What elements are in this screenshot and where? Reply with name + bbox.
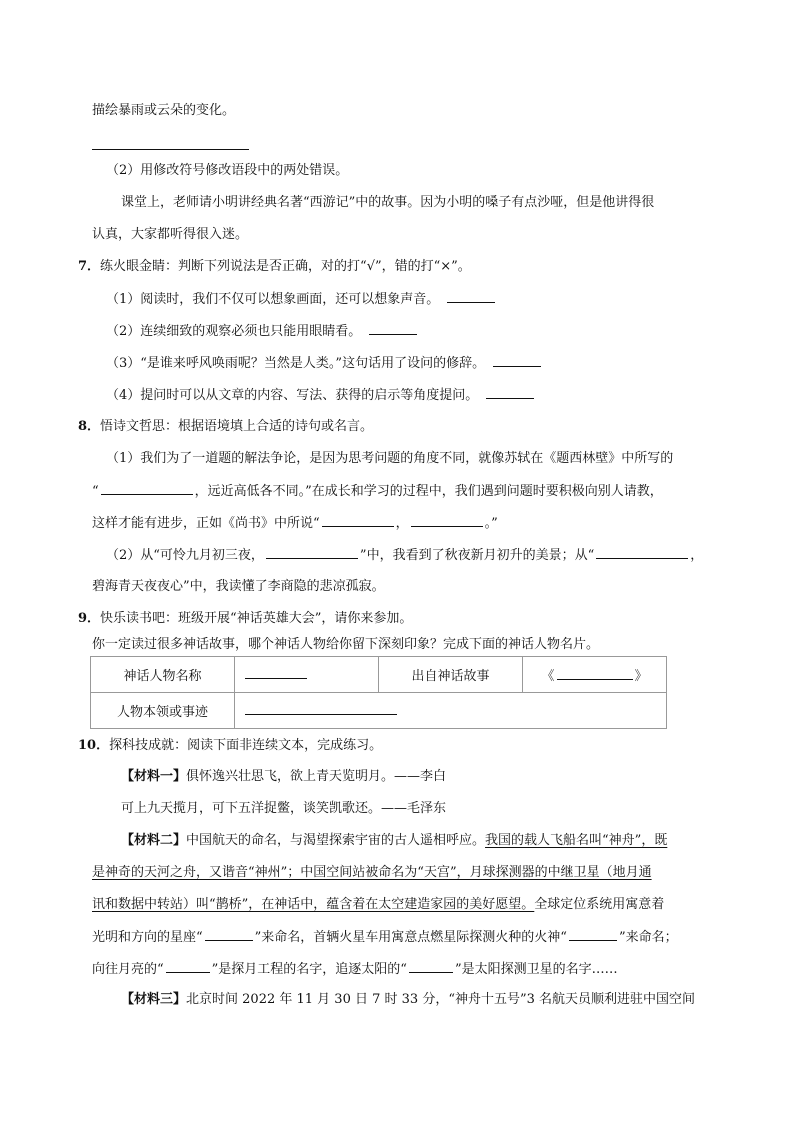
answer-blank[interactable] xyxy=(486,386,534,399)
text: 这样才能有进步，正如《尚书》中所说“ xyxy=(92,516,320,531)
text: 北京时间 2022 年 11 月 30 日 7 时 33 分，“神舟十五号”3 名航天员顺利进驻中国空间 xyxy=(186,992,696,1007)
answer-blank[interactable] xyxy=(411,514,483,527)
item-text: （1）阅读时，我们不仅可以想象画面，还可以想象声音。 xyxy=(106,292,440,307)
text: 俱怀逸兴壮思飞，欲上青天览明月。——李白 xyxy=(186,769,447,784)
q7-item-2 xyxy=(106,322,419,341)
text: 全球定位系统用寓意着 xyxy=(534,897,665,912)
question-number: 10． xyxy=(78,738,110,753)
q8-line-4 xyxy=(106,546,703,565)
material-1-line-2: 可上九天揽月，可下五洋捉鳖，谈笑凯歌还。——毛泽东 xyxy=(121,801,447,816)
book-open-mark: 《 xyxy=(541,669,555,684)
question-title: 练火眼金睛：判断下列说法是否正确，对的打“√”，错的打“×”。 xyxy=(100,259,471,274)
text: 中国航天的命名，与渴望探索宇宙的古人遥相呼应。 xyxy=(186,833,486,848)
intro-line: 描绘暴雨或云朵的变化。 xyxy=(92,103,236,118)
question-number: 8． xyxy=(78,419,101,434)
answer-blank[interactable] xyxy=(166,960,210,973)
answer-blank[interactable] xyxy=(493,354,541,367)
text: ， xyxy=(395,516,409,531)
q8-line-3 xyxy=(92,514,498,533)
text: ”是太阳探测卫星的名字…… xyxy=(454,962,618,977)
answer-blank[interactable] xyxy=(322,514,394,527)
material-tag: 【材料二】 xyxy=(121,833,187,848)
question-10 xyxy=(78,737,382,755)
material-2-line-5 xyxy=(92,960,618,979)
q6-passage-line-2: 认真，大家都听得很入迷。 xyxy=(92,227,249,242)
text: ，远近高低各不同。”在成长和学习的过程中，我们遇到问题时要积极向别人请教， xyxy=(194,484,663,499)
text: （2）从“可怜九月初三夜， xyxy=(106,548,264,563)
text: 。” xyxy=(484,516,498,531)
name-label: 神话人物名称 xyxy=(91,657,235,693)
q7-item-3 xyxy=(106,354,543,373)
material-2-line-4 xyxy=(92,928,678,947)
q7-item-1 xyxy=(106,290,497,309)
question-title: 探科技成就：阅读下面非连续文本，完成练习。 xyxy=(109,738,383,753)
deed-answer-cell[interactable] xyxy=(235,693,667,729)
name-answer-cell[interactable] xyxy=(235,657,379,693)
text: ”来命名，首辆火星车用寓意点燃星际探测火种的火神“ xyxy=(254,930,567,945)
question-title: 快乐读书吧：班级开展“神话英雄大会”，请你来参加。 xyxy=(100,611,413,626)
q9-prompt: 你一定读过很多神话故事，哪个神话人物给你留下深刻印象？完成下面的神话人物名片。 xyxy=(92,637,600,652)
item-text: （2）连续细致的观察必须也只能用眼睛看。 xyxy=(106,324,362,339)
q8-line-2 xyxy=(92,482,663,501)
underlined-text: 讯和数据中转站）叫“鹊桥”，在神话中，蕴含着在太空建造家园的美好愿望。 xyxy=(92,897,535,912)
deed-label: 人物本领或事迹 xyxy=(91,693,235,729)
material-3-line-1 xyxy=(121,991,695,1009)
answer-blank[interactable] xyxy=(447,290,495,303)
text: ”是探月工程的名字，追逐太阳的“ xyxy=(211,962,407,977)
material-2-line-1 xyxy=(121,832,667,850)
answer-blank[interactable] xyxy=(569,928,617,941)
q8-line-5: 碧海青天夜夜心”中，我读懂了李商隐的悲凉孤寂。 xyxy=(92,579,385,594)
q8-line-1: （1）我们为了一道题的解法争论，是因为思考问题的角度不同，就像苏轼在《题西林壁》中所写的 xyxy=(106,451,674,466)
underlined-text: 我国的载人飞船名叫“神舟”，既 xyxy=(485,833,668,848)
material-tag: 【材料一】 xyxy=(121,769,187,784)
q7-item-4 xyxy=(106,386,536,405)
text: 向往月亮的“ xyxy=(92,962,164,977)
answer-blank[interactable] xyxy=(245,702,397,715)
q6-subquestion-2: （2）用修改符号修改语段中的两处错误。 xyxy=(106,163,349,178)
answer-blank[interactable] xyxy=(205,928,253,941)
answer-blank[interactable] xyxy=(557,667,633,680)
book-close-mark: 》 xyxy=(634,669,648,684)
answer-blank[interactable] xyxy=(409,960,453,973)
question-title: 悟诗文哲思：根据语境填上合适的诗句或名言。 xyxy=(100,419,374,434)
question-9 xyxy=(78,610,412,628)
material-2-line-2: 是神奇的天河之舟，又谐音“神州”；中国空间站被命名为“天宫”，月球探测器的中继卫星（地月通 xyxy=(92,865,652,880)
question-8 xyxy=(78,418,373,436)
question-number: 7． xyxy=(78,259,101,274)
material-tag: 【材料三】 xyxy=(121,992,187,1007)
question-number: 9． xyxy=(78,611,101,626)
text: ”来命名； xyxy=(618,930,678,945)
text: 光明和方向的星座“ xyxy=(92,930,203,945)
answer-blank[interactable] xyxy=(266,546,358,559)
q6-passage-line-1: 课堂上，老师请小明讲经典名著“西游记”中的故事。因为小明的嗓子有点沙哑，但是他讲得很 xyxy=(121,195,655,210)
answer-line[interactable] xyxy=(92,149,249,150)
myth-character-card xyxy=(90,656,667,729)
text: “ xyxy=(92,484,99,499)
answer-blank[interactable] xyxy=(101,482,193,495)
story-label: 出自神话故事 xyxy=(379,657,523,693)
story-answer-cell[interactable] xyxy=(523,657,667,693)
question-7 xyxy=(78,258,471,276)
material-1-line-1 xyxy=(121,768,446,786)
text: ， xyxy=(690,548,704,563)
material-2-line-3 xyxy=(92,896,664,914)
answer-blank[interactable] xyxy=(369,322,417,335)
answer-blank[interactable] xyxy=(245,666,307,679)
item-text: （4）提问时可以从文章的内容、写法、获得的启示等角度提问。 xyxy=(106,388,479,403)
text: ”中，我看到了秋夜新月初升的美景；从“ xyxy=(359,548,595,563)
answer-blank[interactable] xyxy=(596,546,688,559)
item-text: （3）“是谁来呼风唤雨呢？当然是人类。”这句话用了设问的修辞。 xyxy=(106,356,486,371)
